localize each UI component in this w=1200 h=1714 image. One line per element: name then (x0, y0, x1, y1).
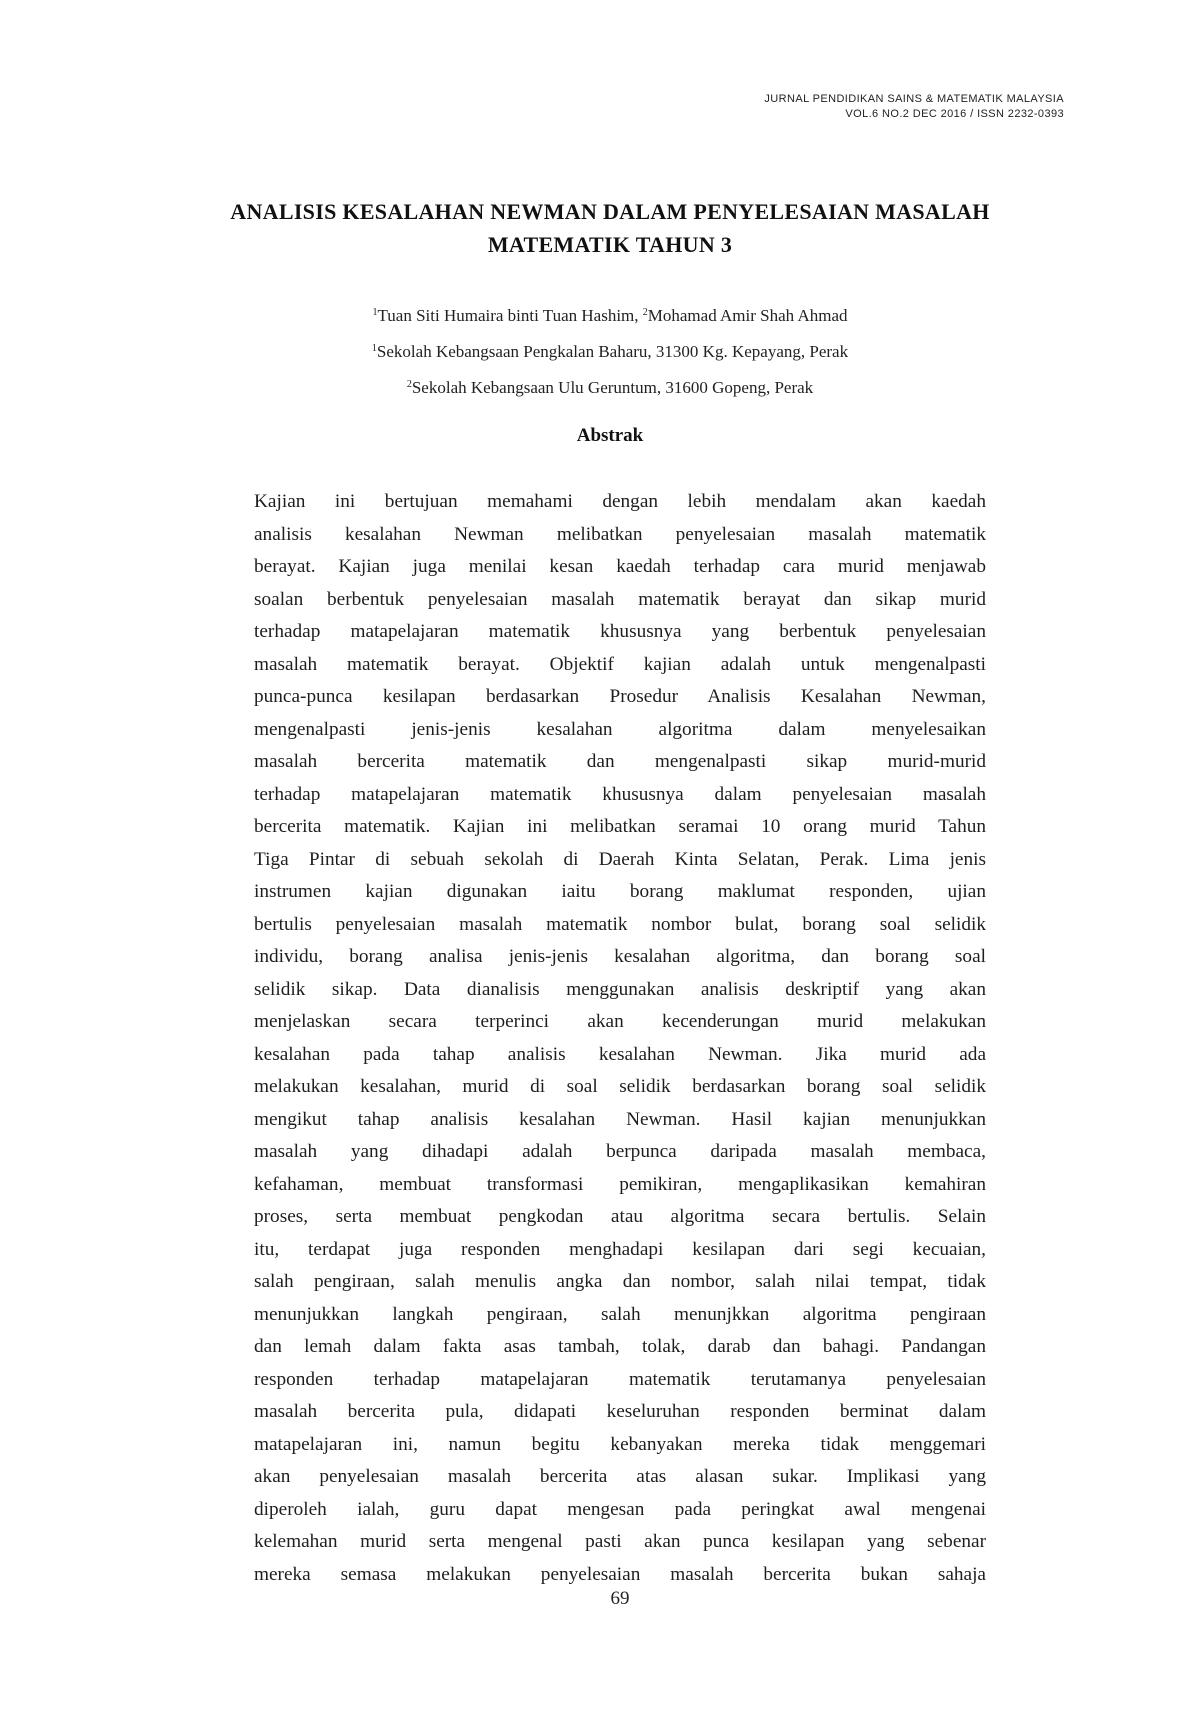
abstract-line: salah pengiraan, salah menulis angka dan nombor, salah nilai tempat, tidak (254, 1271, 986, 1292)
abstract-line: terhadap matapelajaran matematik khususnya yang berbentuk penyelesaian (254, 621, 986, 642)
abstract-line: diperoleh ialah, guru dapat mengesan pada peringkat awal mengenai (254, 1498, 986, 1520)
abstract-line: Kajian ini bertujuan memahami dengan lebih mendalam akan kaedah (254, 491, 986, 512)
abstract-line: kesalahan pada tahap analisis kesalahan Newman. Jika murid ada (254, 1043, 986, 1065)
abstract-line: masalah matematik berayat. Objektif kajian adalah untuk mengenalpasti (254, 653, 986, 675)
abstract-line: akan penyelesaian masalah bercerita atas alasan sukar. Implikasi yang (254, 1466, 986, 1487)
abstract-body (254, 486, 986, 1591)
abstract-line: individu, borang analisa jenis-jenis kesalahan algoritma, dan borang soal (254, 946, 986, 967)
abstract-line: masalah bercerita pula, didapati keseluruhan responden berminat dalam (254, 1401, 986, 1422)
abstract-line: punca-punca kesilapan berdasarkan Prosedur Analisis Kesalahan Newman, (254, 686, 986, 707)
author-names (160, 296, 1060, 332)
author-2-superscript: 2 (642, 307, 648, 318)
affiliation-1 (160, 332, 1060, 368)
abstract-line: melakukan kesalahan, murid di soal selidik berdasarkan borang soal selidik (254, 1076, 986, 1097)
affiliation-1-superscript: 1 (371, 343, 377, 354)
abstract-line: kelemahan murid serta mengenal pasti akan punca kesilapan yang sebenar (254, 1531, 986, 1552)
journal-name: JURNAL PENDIDIKAN SAINS & MATEMATIK MALAYSIA (764, 93, 1064, 105)
abstract-heading: Abstrak (576, 425, 644, 446)
abstract-line: mereka semasa melakukan penyelesaian masalah bercerita bukan sahaja (254, 1563, 986, 1585)
abstract-line: masalah yang dihadapi adalah berpunca daripada masalah membaca, (254, 1141, 986, 1162)
abstract-line: mengenalpasti jenis-jenis kesalahan algoritma dalam menyelesaikan (254, 718, 986, 740)
paper-title (160, 195, 1060, 261)
abstract-line: selidik sikap. Data dianalisis menggunakan analisis deskriptif yang akan (254, 978, 986, 1000)
abstract-line: itu, terdapat juga responden menghadapi kesilapan dari segi kecuaian, (254, 1238, 986, 1260)
abstract-line: responden terhadap matapelajaran matematik terutamanya penyelesaian (254, 1368, 986, 1390)
abstract-line: mengikut tahap analisis kesalahan Newman. Hasil kajian menunjukkan (254, 1108, 986, 1130)
journal-issue: VOL.6 NO.2 DEC 2016 / ISSN 2232-0393 (845, 108, 1064, 120)
abstract-line: terhadap matapelajaran matematik khususnya dalam penyelesaian masalah (254, 783, 986, 805)
page-number: 69 (610, 1588, 630, 1609)
paper-title-line-2: MATEMATIK TAHUN 3 (487, 232, 733, 257)
abstract-line: menjelaskan secara terperinci akan kecenderungan murid melakukan (254, 1011, 986, 1032)
abstract-line: soalan berbentuk penyelesaian masalah matematik berayat dan sikap murid (254, 588, 986, 610)
abstract-line: analisis kesalahan Newman melibatkan penyelesaian masalah matematik (254, 523, 986, 545)
affiliation-1-text: Sekolah Kebangsaan Pengkalan Baharu, 31300 Kg. Kepayang, Perak (376, 342, 849, 361)
affiliation-2-superscript: 2 (406, 379, 412, 390)
journal-header (764, 92, 1064, 122)
abstract-line: dan lemah dalam fakta asas tambah, tolak, darab dan bahagi. Pandangan (254, 1336, 986, 1357)
abstract-line: berayat. Kajian juga menilai kesan kaedah terhadap cara murid menjawab (254, 556, 986, 577)
paper-title-line-1: ANALISIS KESALAHAN NEWMAN DALAM PENYELESAIAN MASALAH (230, 199, 990, 224)
author-1-name: Tuan Siti Humaira binti Tuan Hashim, (377, 306, 643, 325)
abstract-line: proses, serta membuat pengkodan atau algoritma secara bertulis. Selain (254, 1206, 986, 1227)
abstract-line: bertulis penyelesaian masalah matematik nombor bulat, borang soal selidik (254, 913, 986, 935)
affiliation-2-text: Sekolah Kebangsaan Ulu Geruntum, 31600 Gopeng, Perak (411, 378, 814, 397)
affiliation-2 (160, 368, 1060, 404)
abstract-line: kefahaman, membuat transformasi pemikiran, mengaplikasikan kemahiran (254, 1173, 986, 1195)
abstract-line: Tiga Pintar di sebuah sekolah di Daerah Kinta Selatan, Perak. Lima jenis (254, 848, 986, 870)
abstract-line: menunjukkan langkah pengiraan, salah menunjkkan algoritma pengiraan (254, 1303, 986, 1325)
abstract-line: matapelajaran ini, namun begitu kebanyakan mereka tidak menggemari (254, 1433, 986, 1455)
abstract-line: masalah bercerita matematik dan mengenalpasti sikap murid-murid (254, 751, 986, 772)
author-block (160, 296, 1060, 404)
abstract-line: bercerita matematik. Kajian ini melibatkan seramai 10 orang murid Tahun (254, 816, 986, 837)
author-1-superscript: 1 (372, 307, 378, 318)
abstract-line: instrumen kajian digunakan iaitu borang maklumat responden, ujian (254, 881, 986, 902)
author-2-name: Mohamad Amir Shah Ahmad (647, 306, 848, 325)
